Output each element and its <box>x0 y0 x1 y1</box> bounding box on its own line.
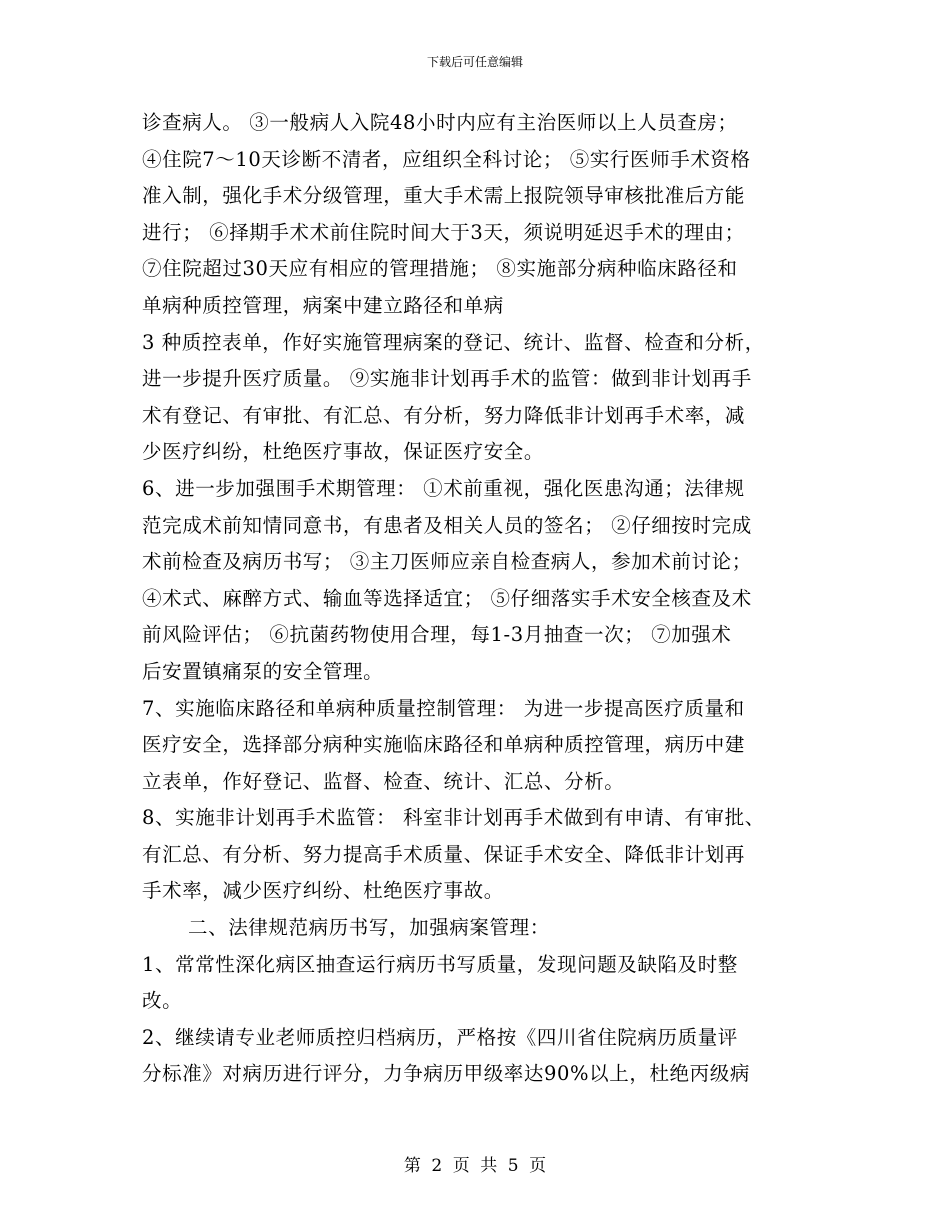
text-line: 有汇总、有分析、努力提高手术质量、保证手术安全、降低非计划再 <box>142 842 746 866</box>
text-line: 前风险评估； ⑥抗菌药物使用合理，每1-3月抽查一次； ⑦加强术 <box>142 623 732 647</box>
text-line: 8、实施非计划再手术监管： 科室非计划再手术做到有申请、有审批、 <box>142 806 765 830</box>
text-line: 改。 <box>142 989 183 1013</box>
text-line: 6、进一步加强围手术期管理： ①术前重视，强化医患沟通；法律规 <box>142 476 745 500</box>
text-line: 手术率，减少医疗纠纷、杜绝医疗事故。 <box>142 879 504 903</box>
text-line: ④住院7～10天诊断不清者，应组织全科讨论； ⑤实行医师手术资格 <box>142 147 751 171</box>
text-line: 7、实施临床路径和单病种质量控制管理： 为进一步提高医疗质量和 <box>142 696 745 720</box>
text-line: 术有登记、有审批、有汇总、有分析，努力降低非计划再手术率，减 <box>142 403 746 427</box>
text-line: 分标准》对病历进行评分，力争病历甲级率达90%以上，杜绝丙级病 <box>142 1062 750 1086</box>
text-line: 2、继续请专业老师质控归档病历，严格按《四川省住院病历质量评 <box>142 1025 738 1049</box>
section-heading: 二、法律规范病历书写，加强病案管理： <box>188 916 550 940</box>
text-line: 3 种质控表单，作好实施管理病案的登记、统计、监督、检查和分析， <box>142 330 765 354</box>
body-text <box>142 105 812 1093</box>
text-line: 少医疗纠纷，杜绝医疗事故，保证医疗安全。 <box>142 440 545 464</box>
text-line: 单病种质控管理，病案中建立路径和单病 <box>142 293 504 317</box>
text-line: 进行； ⑥择期手术术前住院时间大于3天，须说明延迟手术的理由； <box>142 220 745 244</box>
text-line: 进一步提升医疗质量。 ⑨实施非计划再手术的监管：做到非计划再手 <box>142 367 752 391</box>
text-line: 诊查病人。 ③一般病人入院48小时内应有主治医师以上人员查房； <box>142 111 738 134</box>
text-line: 后安置镇痛泵的安全管理。 <box>142 659 384 683</box>
page-footer: 第 2 页 共 5 页 <box>403 1156 547 1176</box>
text-line: ⑦住院超过30天应有相应的管理措施； ⑧实施部分病种临床路径和 <box>142 257 738 281</box>
text-line: 立表单，作好登记、监督、检查、统计、汇总、分析。 <box>142 769 625 793</box>
text-line: 1、常常性深化病区抽查运行病历书写质量，发现问题及缺陷及时整 <box>142 952 738 976</box>
text-line: 准入制，强化手术分级管理，重大手术需上报院领导审核批准后方能 <box>142 184 746 208</box>
text-line: ④术式、麻醉方式、输血等选择适宜； ⑤仔细落实手术安全核查及术 <box>142 586 752 610</box>
text-line: 医疗安全，选择部分病种实施临床路径和单病种质控管理，病历中建 <box>142 733 746 757</box>
text-line: 术前检查及病历书写； ③主刀医师应亲自检查病人，参加术前讨论； <box>142 550 752 574</box>
page-header: 下载后可任意编辑 <box>426 55 523 69</box>
text-line: 范完成术前知情同意书，有患者及相关人员的签名； ②仔细按时完成 <box>142 513 752 537</box>
